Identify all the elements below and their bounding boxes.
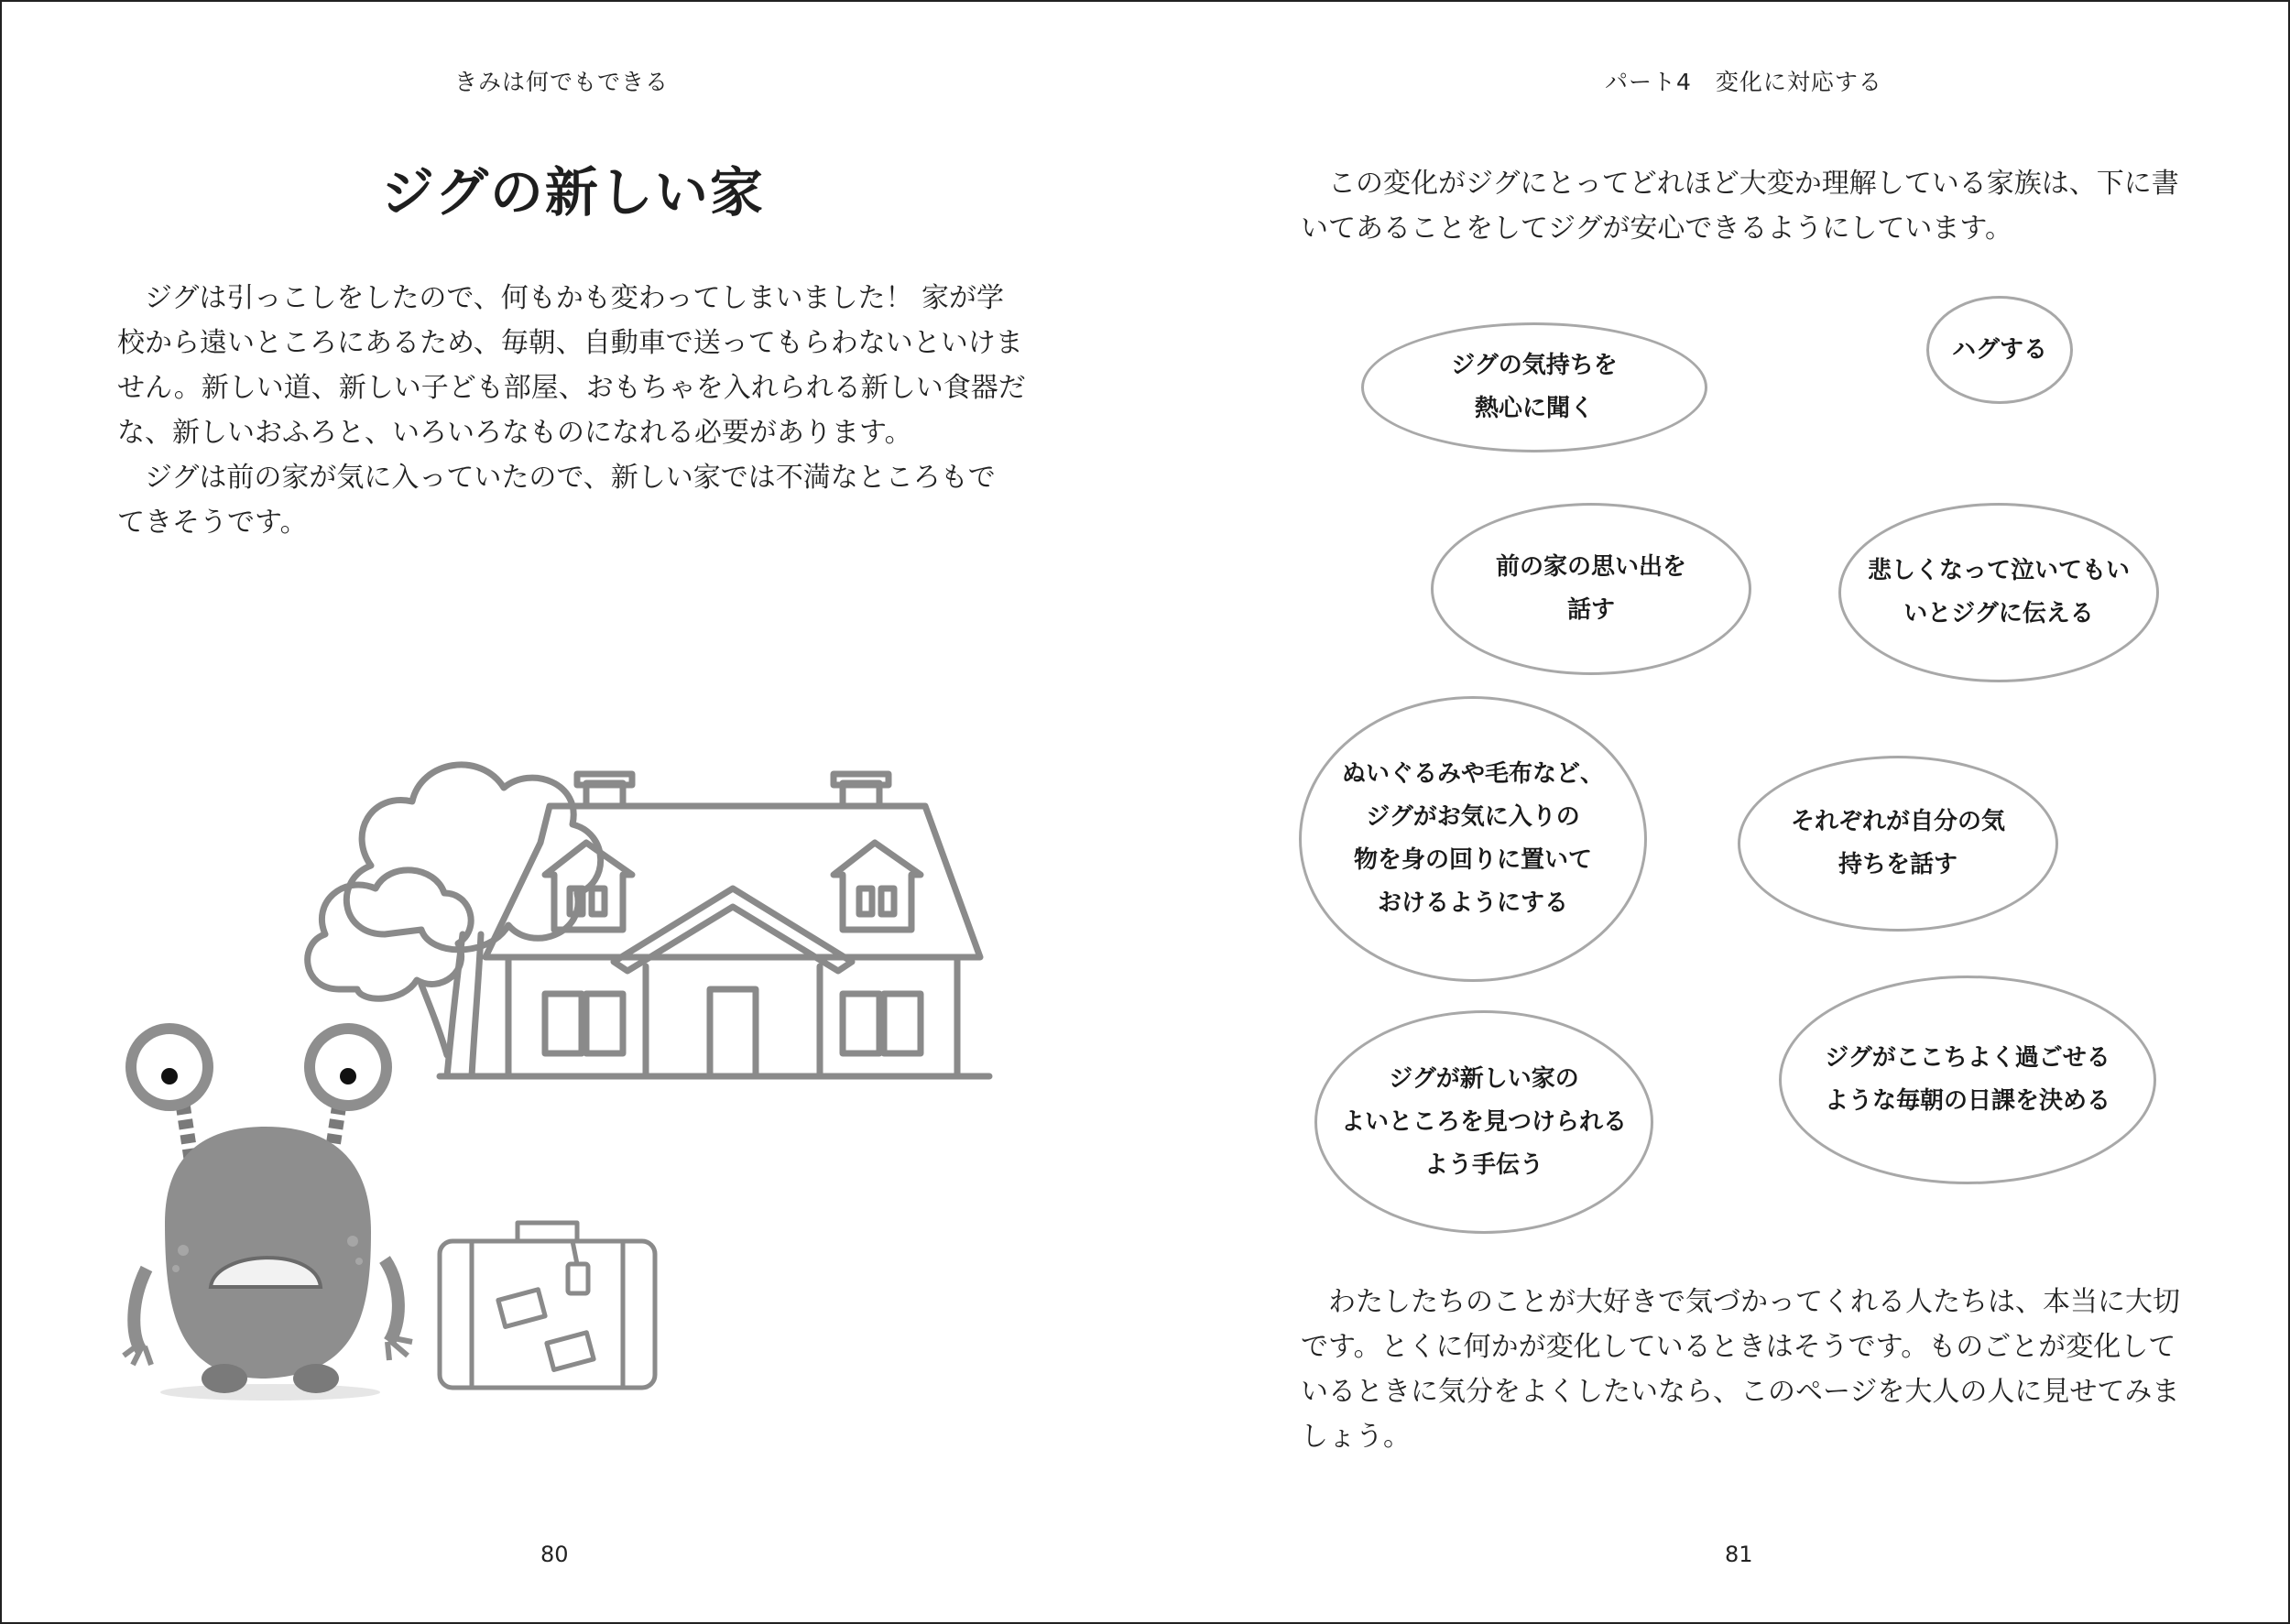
monster-icon bbox=[110, 1012, 440, 1406]
right-intro-line: この変化がジグにとってどれほど大変か理解している家族は、下に書 bbox=[1301, 168, 2179, 200]
idea-bubble: ジグが新しい家の よいところを見つけられる よう手伝う bbox=[1314, 1010, 1653, 1234]
left-paragraph-line: せん。新しい道、新しい子ども部屋、おもちゃを入れられる新しい食器だ bbox=[117, 372, 1026, 404]
idea-bubble: ハグする bbox=[1926, 296, 2073, 404]
idea-bubble: ジグの気持ちを 熱心に聞く bbox=[1361, 322, 1707, 452]
right-intro-paragraph bbox=[1301, 161, 2179, 251]
right-intro-line: いてあることをしてジグが安心できるようにしています。 bbox=[1301, 213, 2012, 245]
right-outro-line: いるときに気分をよくしたいなら、このページを大人の人に見せてみま bbox=[1301, 1376, 2180, 1408]
left-paragraph-line: な、新しいおふろと、いろいろなものになれる必要があります。 bbox=[117, 417, 912, 449]
right-running-header: パート4 変化に対応する bbox=[1605, 69, 1882, 95]
right-outro-line: です。とくに何かが変化しているときはそうです。ものごとが変化して bbox=[1301, 1331, 2176, 1363]
idea-bubble: 悲しくなって泣いてもい いとジグに伝える bbox=[1838, 503, 2159, 682]
left-paragraph-line: てきそうです。 bbox=[117, 507, 308, 539]
idea-bubble: ぬいぐるみや毛布など、 ジグがお気に入りの 物を身の回りに置いて おけるようにする bbox=[1299, 696, 1647, 982]
left-paragraph-line: 校から遠いところにあるため、毎朝、自動車で送ってもらわないといけま bbox=[117, 327, 1023, 359]
idea-bubble: それぞれが自分の気 持ちを話す bbox=[1738, 756, 2058, 932]
left-paragraph-line: ジグは前の家が気に入っていたので、新しい家では不満なところもで bbox=[117, 462, 996, 494]
idea-bubble: ジグがここちよく過ごせる ような毎朝の日課を決める bbox=[1779, 975, 2156, 1184]
right-outro-paragraph bbox=[1301, 1280, 2180, 1459]
page-number-right: 81 bbox=[1725, 1542, 1753, 1567]
suitcase-icon bbox=[435, 1214, 664, 1397]
page-title: ジグの新しい家 bbox=[381, 161, 765, 223]
right-outro-line: わたしたちのことが大好きで気づかってくれる人たちは、本当に大切 bbox=[1301, 1286, 2180, 1318]
left-paragraph-line: ジグは引っこしをしたので、何もかも変わってしまいました！ 家が学 bbox=[117, 282, 1005, 314]
idea-bubble: 前の家の思い出を 話す bbox=[1431, 503, 1751, 675]
page-number-left: 80 bbox=[540, 1542, 569, 1567]
left-paragraph bbox=[117, 276, 1026, 545]
right-outro-line: しょう。 bbox=[1301, 1421, 1411, 1453]
left-running-header: きみは何でもできる bbox=[454, 69, 670, 95]
